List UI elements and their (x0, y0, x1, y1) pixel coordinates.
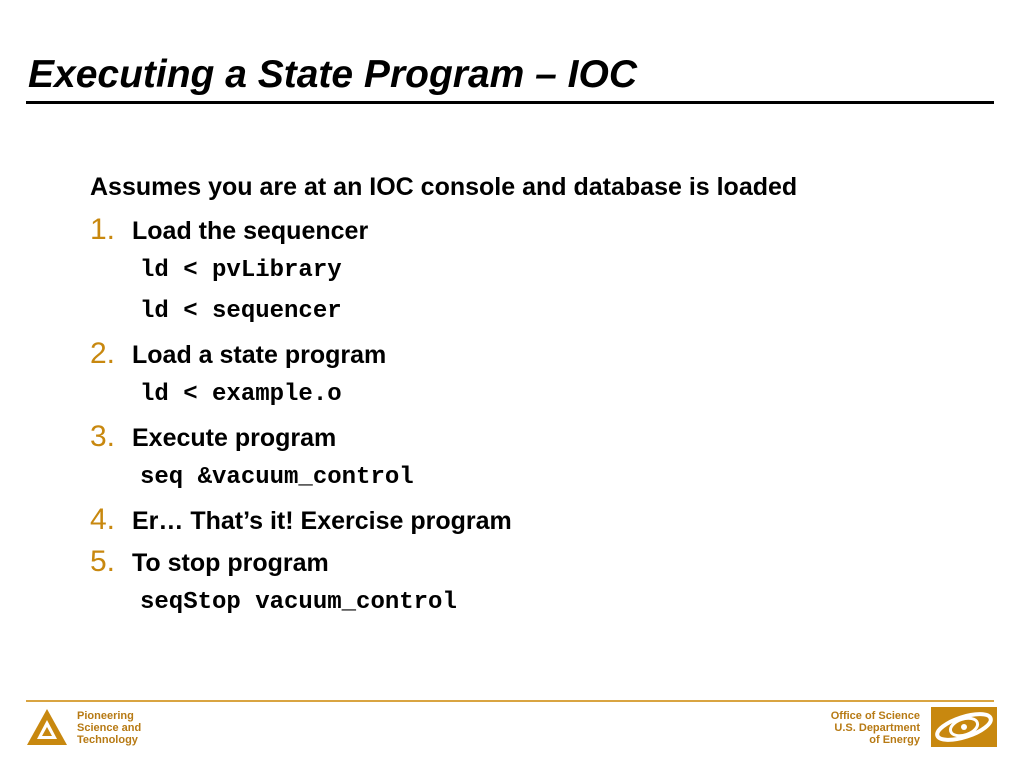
step-4 (90, 500, 970, 540)
footer-right-line: of Energy (869, 734, 920, 746)
command-line: ld < example.o (140, 381, 342, 408)
footer-right-line: Office of Science (830, 710, 920, 722)
intro-text: Assumes you are at an IOC console and database is loaded (90, 173, 798, 201)
step-number: 5. (90, 545, 116, 578)
command-line: seq &vacuum_control (140, 464, 414, 491)
step-number: 4. (90, 503, 116, 536)
step-5 (90, 542, 970, 623)
step-number: 1. (90, 213, 116, 246)
footer-left-text (77, 710, 141, 746)
step-number: 3. (90, 420, 116, 453)
step-label: Execute program (132, 424, 337, 452)
doe-orbit-icon (931, 707, 997, 747)
footer-divider (26, 700, 994, 702)
footer-right-line: U.S. Department (834, 722, 920, 734)
step-label: Load a state program (132, 341, 387, 369)
title-divider (26, 101, 994, 104)
argonne-triangle-icon (26, 708, 68, 746)
step-label: Load the sequencer (132, 217, 369, 245)
step-label: To stop program (132, 549, 329, 577)
footer-left-line: Science and (77, 722, 142, 734)
step-number: 2. (90, 337, 116, 370)
step-1 (90, 210, 970, 332)
slide-title: Executing a State Program – IOC (28, 53, 638, 96)
command-line: ld < sequencer (140, 298, 342, 325)
footer-left-line: Pioneering (77, 710, 134, 722)
slide-content (90, 170, 970, 625)
step-2 (90, 334, 970, 415)
command-line: seqStop vacuum_control (140, 589, 457, 616)
command-line: ld < pvLibrary (140, 257, 342, 284)
step-3 (90, 417, 970, 498)
footer-right-text (831, 710, 920, 746)
step-label: Er… That’s it! Exercise program (132, 507, 512, 535)
footer-left-line: Technology (77, 734, 138, 746)
